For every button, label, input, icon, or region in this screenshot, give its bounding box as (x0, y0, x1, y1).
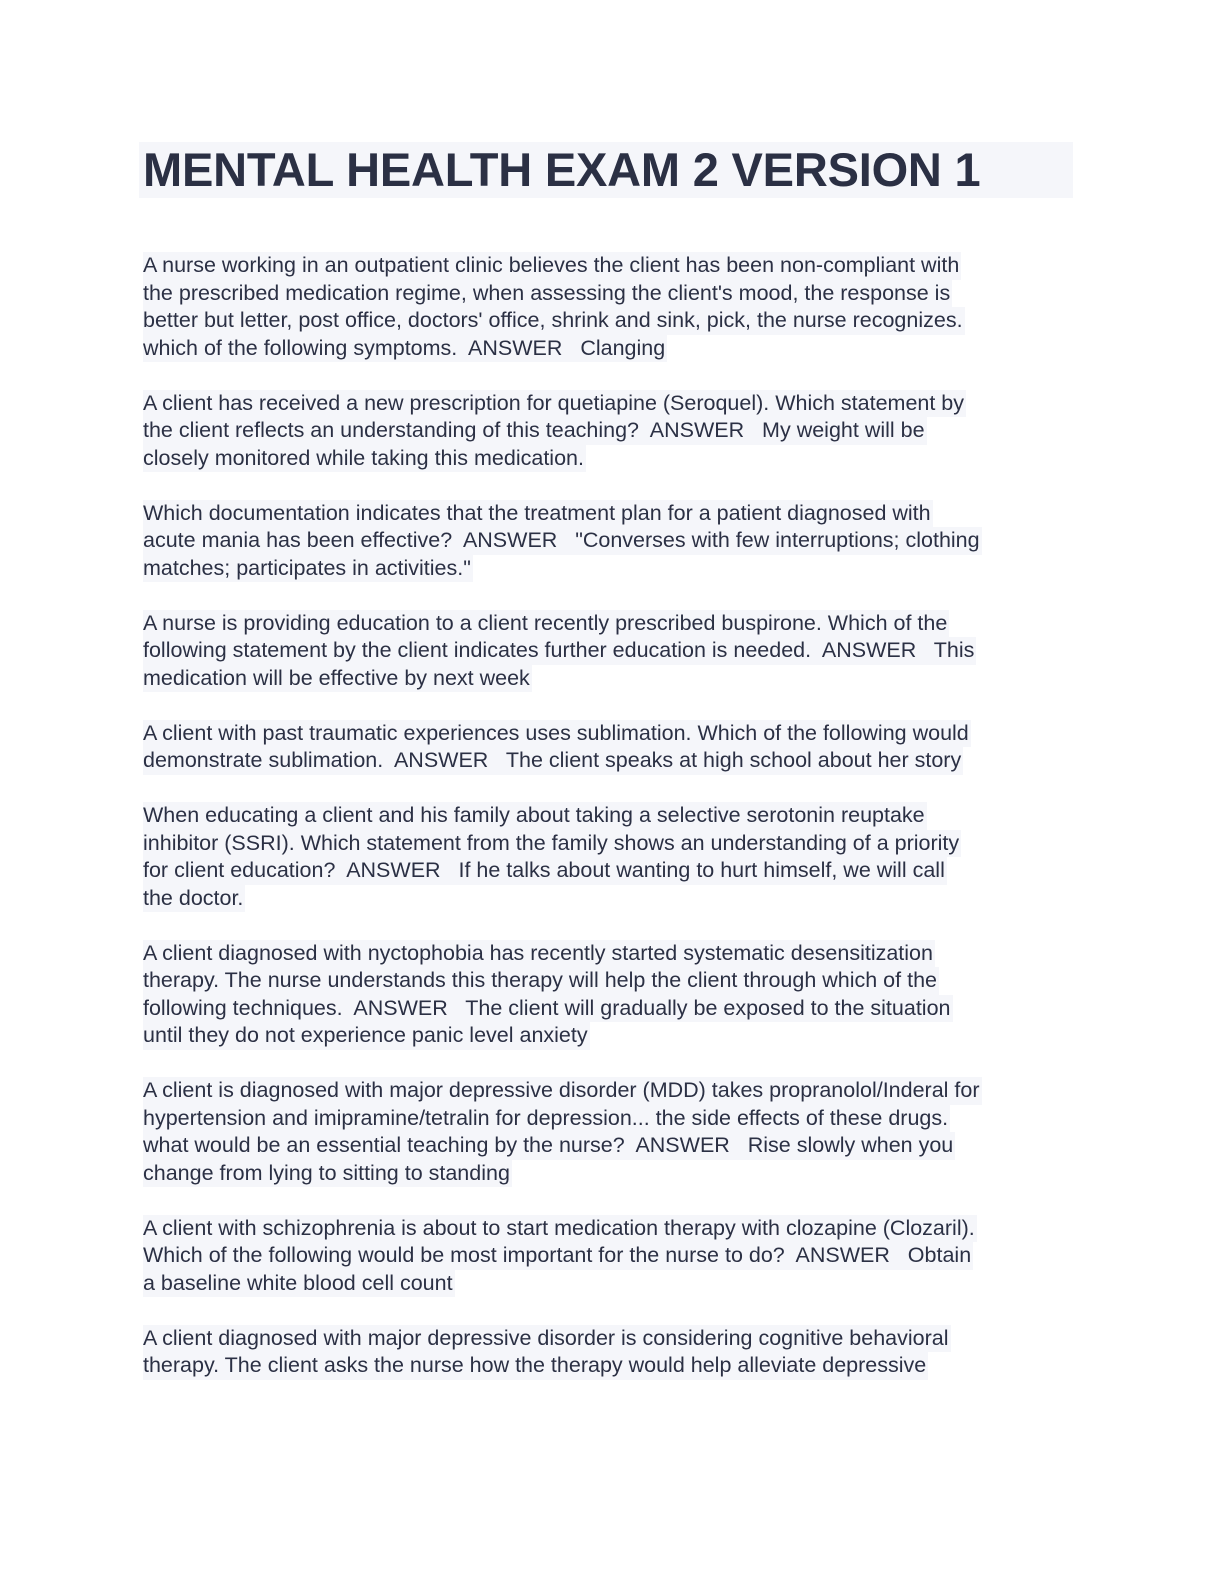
question-answer-item (143, 1077, 1083, 1187)
text-line: the client reflects an understanding of this teaching? ANSWER My weight will be (143, 417, 927, 445)
question-answer-item (143, 720, 1083, 775)
text-line: A client diagnosed with major depressive disorder is considering cognitive behavioral (143, 1325, 951, 1353)
text-line: until they do not experience panic level anxiety (143, 1022, 590, 1050)
text-line: A client with schizophrenia is about to start medication therapy with clozapine (Clozaril). (143, 1215, 977, 1243)
text-line: medication will be effective by next week (143, 665, 532, 693)
text-line: matches; participates in activities." (143, 555, 473, 583)
question-answer-item (143, 610, 1083, 693)
text-line: following statement by the client indicates further education is needed. ANSWER This (143, 637, 976, 665)
text-line: When educating a client and his family about taking a selective serotonin reuptake (143, 802, 927, 830)
text-line: which of the following symptoms. ANSWER Clanging (143, 335, 667, 363)
text-line: A client diagnosed with nyctophobia has recently started systematic desensitization (143, 940, 935, 968)
text-line: the doctor. (143, 885, 245, 913)
text-line: for client education? ANSWER If he talks about wanting to hurt himself, we will call (143, 857, 947, 885)
text-line: better but letter, post office, doctors' office, shrink and sink, pick, the nurse recognizes. (143, 307, 965, 335)
text-line: change from lying to sitting to standing (143, 1160, 512, 1188)
text-line: A nurse working in an outpatient clinic believes the client has been non-compliant with (143, 252, 961, 280)
question-answer-list (143, 252, 1083, 1407)
text-line: Which of the following would be most important for the nurse to do? ANSWER Obtain (143, 1242, 973, 1270)
text-line: following techniques. ANSWER The client will gradually be exposed to the situation (143, 995, 953, 1023)
question-answer-item (143, 940, 1083, 1050)
question-answer-item (143, 802, 1083, 912)
text-line: A client is diagnosed with major depressive disorder (MDD) takes propranolol/Inderal for (143, 1077, 982, 1105)
text-line: closely monitored while taking this medication. (143, 445, 586, 473)
text-line: what would be an essential teaching by the nurse? ANSWER Rise slowly when you (143, 1132, 955, 1160)
question-answer-item (143, 252, 1083, 362)
text-line: A nurse is providing education to a client recently prescribed buspirone. Which of the (143, 610, 949, 638)
text-line: A client with past traumatic experiences uses sublimation. Which of the following would (143, 720, 971, 748)
question-answer-item (143, 1215, 1083, 1298)
question-answer-item (143, 500, 1083, 583)
text-line: A client has received a new prescription for quetiapine (Seroquel). Which statement by (143, 390, 966, 418)
text-line: demonstrate sublimation. ANSWER The client speaks at high school about her story (143, 747, 963, 775)
text-line: inhibitor (SSRI). Which statement from the family shows an understanding of a priority (143, 830, 961, 858)
question-answer-item (143, 1325, 1083, 1380)
text-line: therapy. The nurse understands this therapy will help the client through which of the (143, 967, 939, 995)
question-answer-item (143, 390, 1083, 473)
text-line: acute mania has been effective? ANSWER "Converses with few interruptions; clothing (143, 527, 982, 555)
text-line: therapy. The client asks the nurse how the therapy would help alleviate depressive (143, 1352, 928, 1380)
text-line: Which documentation indicates that the treatment plan for a patient diagnosed with (143, 500, 933, 528)
text-line: hypertension and imipramine/tetralin for depression... the side effects of these drugs. (143, 1105, 950, 1133)
text-line: a baseline white blood cell count (143, 1270, 455, 1298)
text-line: the prescribed medication regime, when assessing the client's mood, the response is (143, 280, 952, 308)
document-title: MENTAL HEALTH EXAM 2 VERSION 1 (139, 142, 1073, 198)
